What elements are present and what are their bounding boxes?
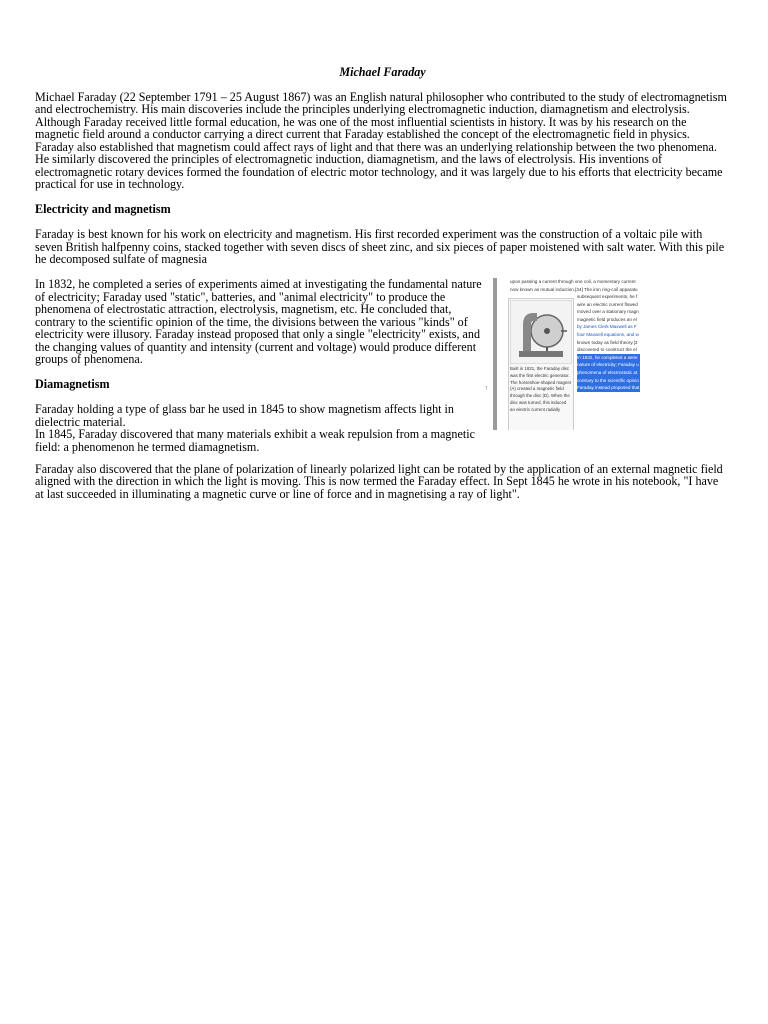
clipping-line: subsequent experiments, he f bbox=[577, 294, 638, 299]
diamagnetism-paragraph: In 1845, Faraday discovered that many materials exhibit a weak repulsion from a magnetic field: a phenomenon he termed diamagnetism. bbox=[35, 427, 475, 454]
clipping-line: four Maxwell equations, and w bbox=[577, 331, 639, 337]
clipping-highlight-line: phenomena of electrostatic at bbox=[577, 369, 640, 377]
electricity-paragraph-1: Faraday is best known for his work on electricity and magnetism. His first recorded experiment was the construction of a voltaic pile with seven British halfpenny coins, stacked together with seven discs of sheet zinc, and six pieces of paper moistened with salt water. With this pile he decomposed sulfate of magnesia bbox=[35, 227, 725, 266]
clipping-highlight-line: contrary to the scientific opinio bbox=[577, 377, 639, 383]
clipping-line: moved over a stationary magn bbox=[577, 309, 639, 315]
section-heading-diamagnetism: Diamagnetism bbox=[35, 377, 110, 391]
clipping-line: by James Clerk Maxwell as F bbox=[577, 324, 637, 330]
page-title: Michael Faraday bbox=[339, 65, 426, 79]
figure-caption: Built in 1831, the Faraday disc was the first electric generator. The horseshoe-shaped magnet (A) created a magnetic field through the disc (D). When the disc was turned, this induced an electric current radially bbox=[510, 366, 572, 412]
clipping-line: known today as field theory.[3 bbox=[577, 339, 638, 345]
electricity-paragraph-2: In 1832, he completed a series of experiments aimed at investigating the fundamental nature of electricity; Faraday used "static", batteries, and "animal electricity" to produce the phenomena of electrostatic attraction, electrolysis, magnetism, etc. He concluded that, contrary to the scientific opinion of the time, the divisions between the various "kinds" of electricity were illusory. Faraday instead proposed that only a single "electricity" exists, and the changing values of quantity and intensity (current and voltage) would produce different groups of phenomena. bbox=[35, 277, 482, 366]
intro-paragraph: Michael Faraday (22 September 1791 – 25 August 1867) was an English natural philosopher who contributed to the study of electromagnetism and electrochemistry. His main discoveries include the principles underlying electromagnetic induction, diamagnetism and electrolysis. Although Faraday received little formal education, he was one of the most influential scientists in history. It was by his research on the magnetic field around a conductor carrying a direct current that Faraday established the concept of the electromagnetic field in physics. Faraday also established that magnetism could affect rays of light and that there was an underlying relationship between the two phenomena. He similarly discovered the principles of electromagnetic induction, diamagnetism, and the laws of electrolysis. His inventions of electromagnetic rotary devices formed the foundation of electric motor technology, and it was largely due to his efforts that electricity became practical for use in technology. bbox=[35, 89, 727, 191]
small-marker-icon: ᵀ bbox=[485, 387, 488, 393]
clipping-edge-bar bbox=[493, 278, 497, 430]
clipping-highlight-line: nature of electricity; Faraday u bbox=[577, 362, 639, 368]
clipping-line: upon passing a current through one coil, a momentary current bbox=[510, 279, 636, 284]
left-column bbox=[35, 278, 487, 453]
clipping-line: now known as mutual induction.[34] The iron ring-coil apparatu bbox=[510, 286, 638, 292]
clipping-top-lines bbox=[510, 278, 638, 293]
section-heading-electricity: Electricity and magnetism bbox=[35, 202, 171, 216]
diamagnetism-caption-paragraph: Faraday holding a type of glass bar he used in 1845 to show magnetism affects light in dielectric material. bbox=[35, 402, 454, 429]
text-with-figure bbox=[35, 277, 730, 454]
embedded-screenshot-clipping bbox=[493, 278, 640, 430]
clipping-highlight-line: Faraday instead proposed that bbox=[577, 385, 640, 391]
faraday-disc-illustration-icon bbox=[510, 300, 572, 364]
clipping-right-column bbox=[577, 293, 640, 392]
clipping-line: discovered to construct the el bbox=[577, 347, 637, 353]
clipping-line: wire an electric current flowed bbox=[577, 301, 638, 307]
clipping-highlight-line: In 1832, he completed a serie bbox=[577, 354, 640, 362]
document-page bbox=[35, 66, 730, 513]
clipping-line: magnetic field produces an el bbox=[577, 316, 637, 322]
faraday-effect-paragraph: Faraday also discovered that the plane of polarization of linearly polarized light can be rotated by the application of an external magnetic field aligned with the direction in which the light is moving. This is now termed the Faraday effect. In Sept 1845 he wrote in his notebook, "I have at last succeeded in illuminating a magnetic curve or line of force and in magnetising a ray of light". bbox=[35, 461, 723, 501]
